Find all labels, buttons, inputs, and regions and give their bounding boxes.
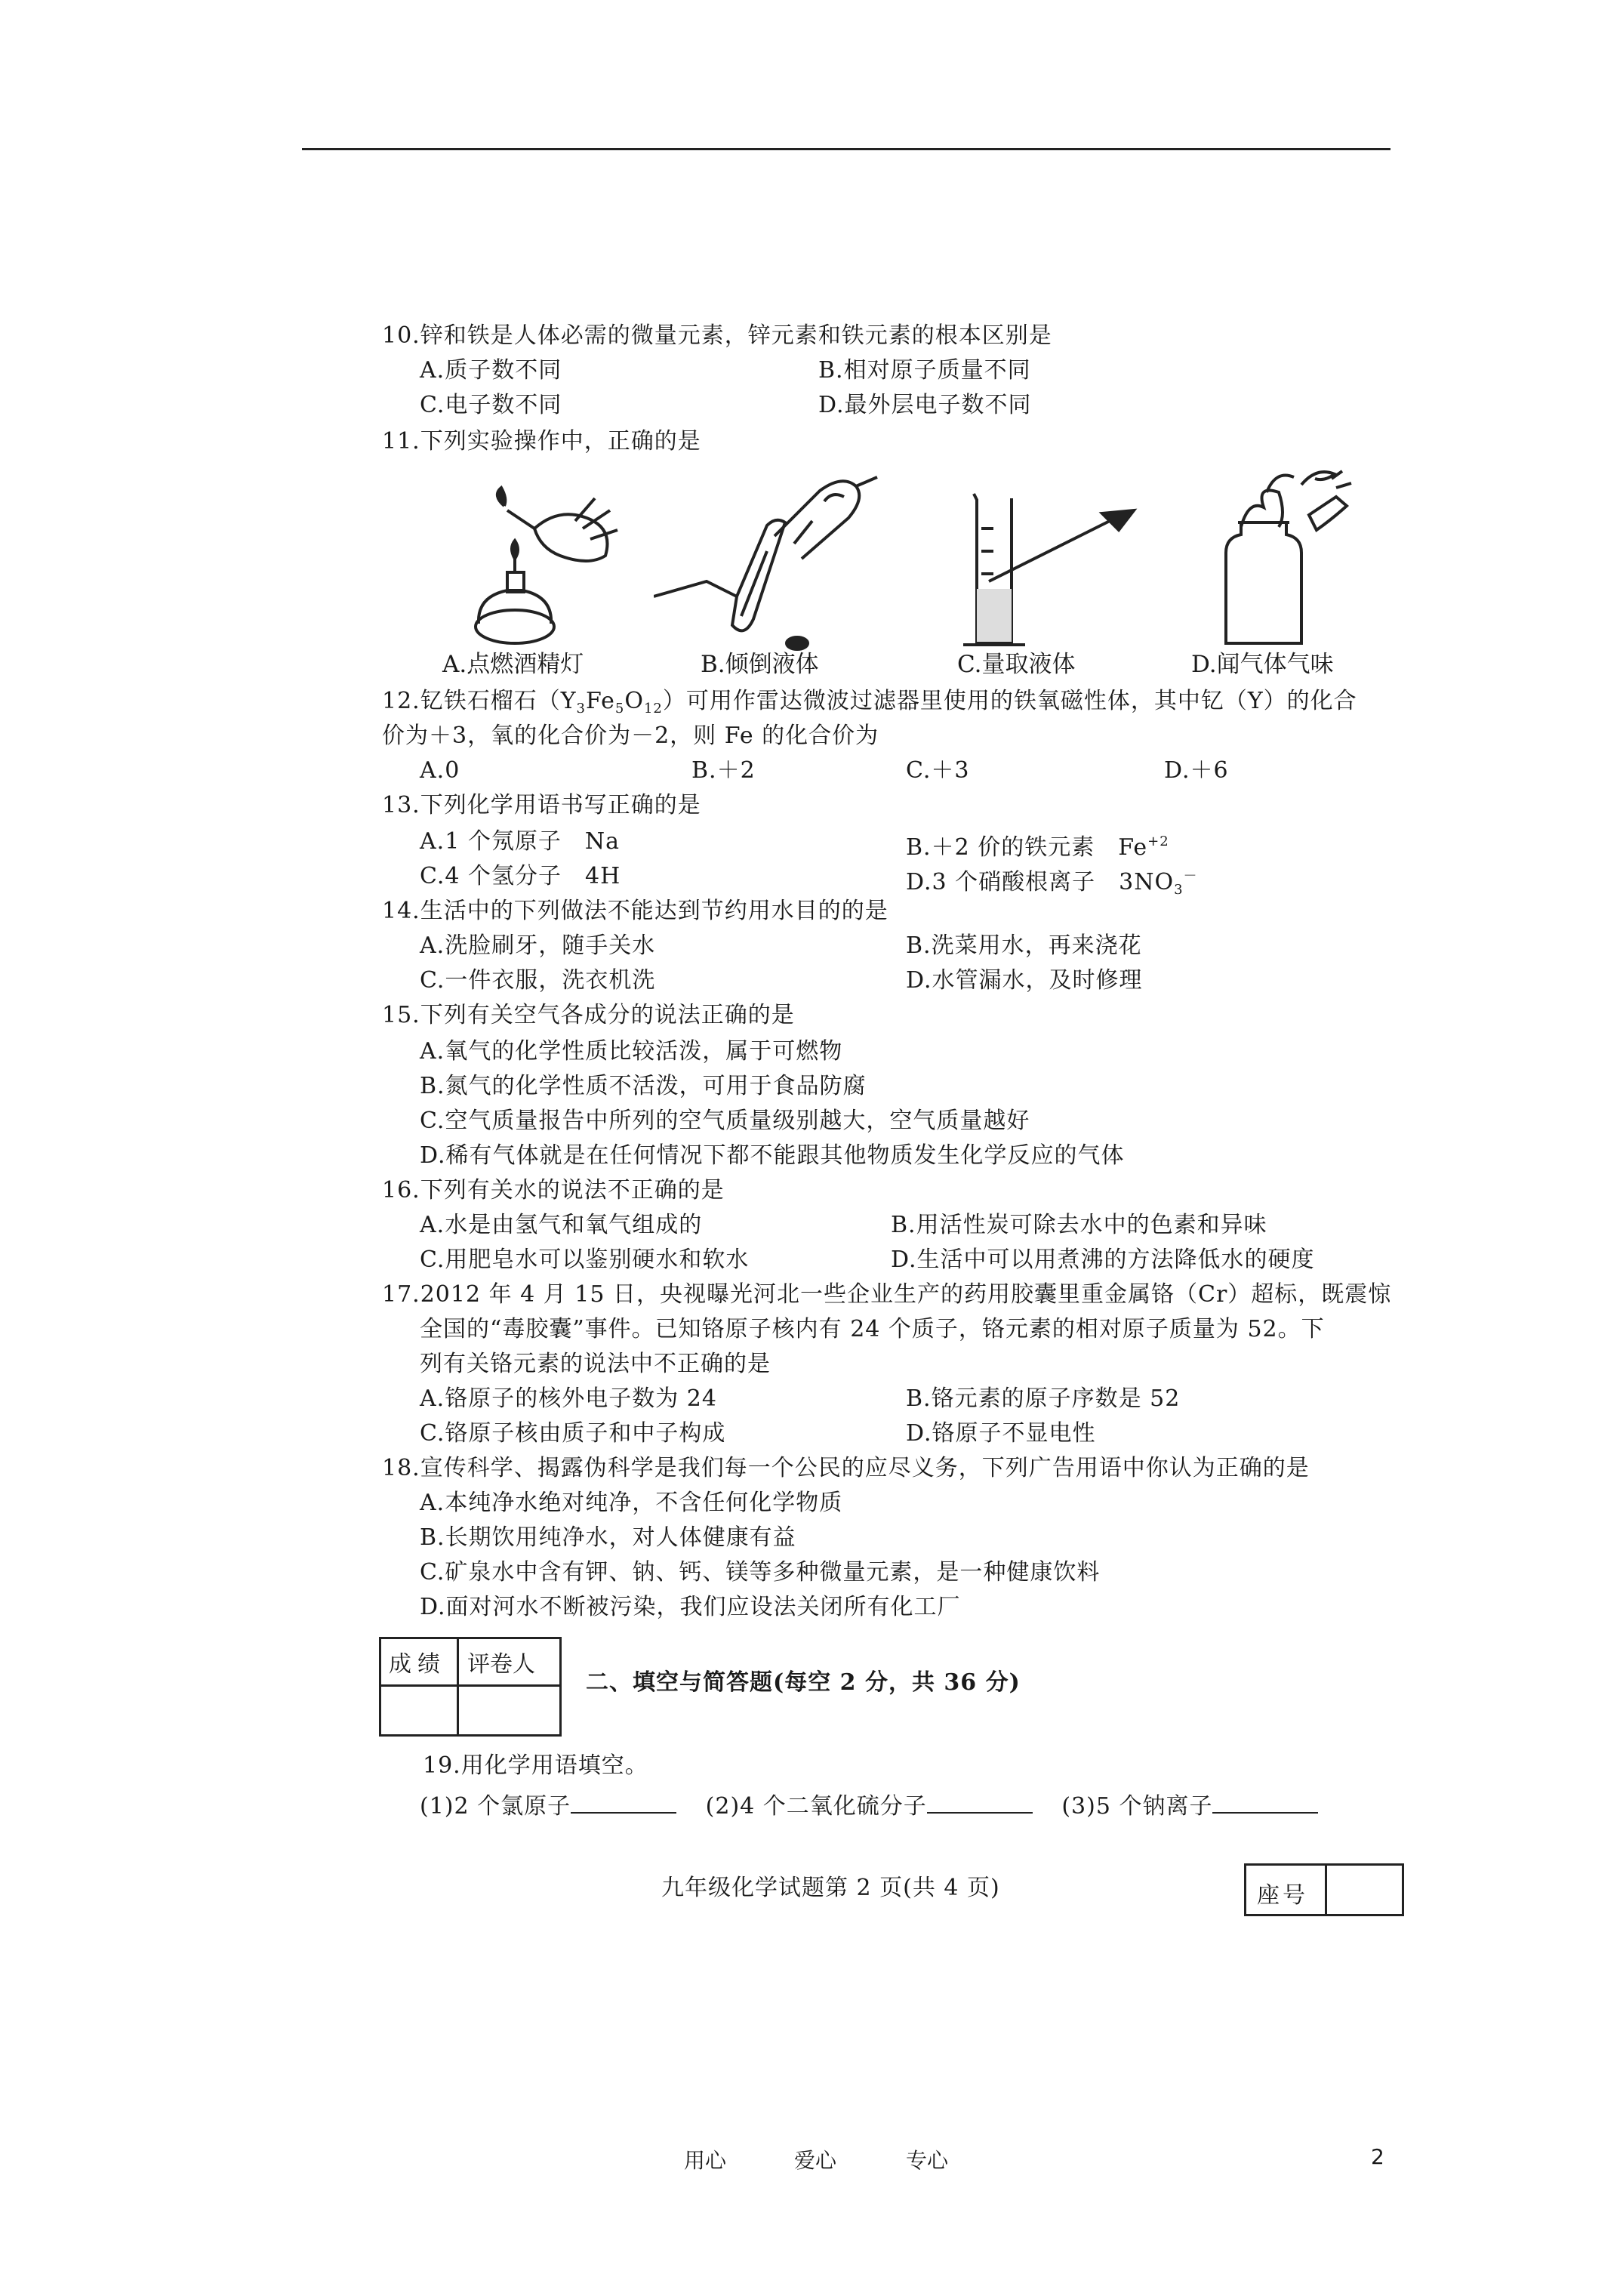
page-number: 2 [1371,2144,1384,2169]
q16-stem: 16.下列有关水的说法不正确的是 [382,1177,725,1203]
q19-blank-2[interactable] [927,1789,1033,1814]
q19-part-2: (2)4 个二氧化硫分子 [705,1793,927,1820]
alcohol-lamp-illustration [462,483,636,657]
q11-caption-c: C.量取液体 [957,651,1076,678]
grader-label: 评卷人 [467,1651,535,1678]
q15-stem: 15.下列有关空气各成分的说法正确的是 [382,1002,795,1028]
motto-2: 爱心 [794,2148,837,2173]
q18-option-b: B.长期饮用纯净水，对人体健康有益 [420,1524,796,1551]
motto-1: 用心 [684,2148,727,2173]
q17-option-d: D.铬原子不显电性 [906,1420,1096,1447]
q10-option-c: C.电子数不同 [420,392,562,418]
q17-option-b: B.铬元素的原子序数是 52 [906,1385,1181,1412]
q18-stem: 18.宣传科学、揭露伪科学是我们每一个公民的应尽义务，下列广告用语中你认为正确的是 [382,1455,1310,1481]
q12-option-b: B.＋2 [691,757,756,784]
graduated-cylinder-illustration [959,483,1147,657]
seat-label: 座号 [1257,1882,1308,1909]
q19-blank-1[interactable] [571,1789,676,1814]
q13-option-b: B.＋2 价的铁元素 $Fe^{+2}$ [906,834,1169,861]
q14-option-b: B.洗菜用水，再来浇花 [906,932,1142,959]
q14-option-a: A.洗脸刷牙，随手关水 [420,932,656,959]
q10-option-b: B.相对原子质量不同 [818,357,1031,384]
q16-option-c: C.用肥皂水可以鉴别硬水和软水 [420,1247,750,1273]
q16-option-d: D.生活中可以用煮沸的方法降低水的硬度 [891,1247,1315,1273]
q16-option-b: B.用活性炭可除去水中的色素和异味 [891,1212,1267,1238]
q15-option-b: B.氮气的化学性质不活泼，可用于食品防腐 [420,1073,867,1099]
q16-option-a: A.水是由氢气和氧气组成的 [420,1212,703,1238]
motto-3: 专心 [906,2148,949,2173]
q11-caption-d: D.闻气体气味 [1191,651,1334,678]
score-table [379,1637,562,1737]
q19-part-1: (1)2 个氯原子 [420,1793,571,1820]
q19-stem: 19.用化学用语填空。 [423,1752,648,1779]
q10-option-d: D.最外层电子数不同 [818,392,1032,418]
score-label: 成绩 [389,1651,446,1678]
q12-option-c: C.＋3 [906,757,970,784]
q11-caption-b: B.倾倒液体 [701,651,819,678]
q17-stem-2: 全国的“毒胶囊”事件。已知铬原子核内有 24 个质子，铬元素的相对原子质量为 52。下 [420,1316,1325,1342]
q13-option-d: D.3 个硝酸根离子 $3NO_3^-$ [906,868,1198,898]
section-2-title: 二、填空与简答题(每空 2 分，共 36 分) [586,1669,1021,1696]
header-rule [302,148,1390,150]
q17-option-a: A.铬原子的核外电子数为 24 [420,1385,717,1412]
q13-stem: 13.下列化学用语书写正确的是 [382,792,701,818]
q10-option-a: A.质子数不同 [420,357,562,384]
q17-stem-1: 17.2012 年 4 月 15 日，央视曝光河北一些企业生产的药用胶囊里重金属铬（Cr）超标，既震惊 [382,1281,1392,1308]
q19-part-3: (3)5 个钠离子 [1061,1793,1213,1820]
exam-page-footer: 九年级化学试题第 2 页(共 4 页) [661,1875,1000,1901]
q17-option-c: C.铬原子核由质子和中子构成 [420,1420,726,1447]
q14-option-d: D.水管漏水，及时修理 [906,967,1143,994]
q19-blanks [420,1789,1318,1824]
q14-option-c: C.一件衣服，洗衣机洗 [420,967,656,994]
q12-stem-2: 价为＋3，氧的化合价为－2，则 Fe 的化合价为 [382,723,879,749]
q18-option-d: D.面对河水不断被污染，我们应设法关闭所有化工厂 [420,1594,961,1620]
q13-option-a: A.1 个氖原子 Na [420,828,620,855]
q10-stem: 10.锌和铁是人体必需的微量元素，锌元素和铁元素的根本区别是 [382,322,1052,349]
smelling-gas-illustration [1203,462,1377,658]
pouring-liquid-illustration [654,468,880,657]
seat-number-box [1244,1863,1404,1916]
q18-option-c: C.矿泉水中含有钾、钠、钙、镁等多种微量元素，是一种健康饮料 [420,1559,1101,1586]
q11-caption-a: A.点燃酒精灯 [442,651,584,678]
q15-option-a: A.氧气的化学性质比较活泼，属于可燃物 [420,1038,843,1065]
q17-stem-3: 列有关铬元素的说法中不正确的是 [420,1351,771,1377]
q14-stem: 14.生活中的下列做法不能达到节约用水目的的是 [382,898,888,924]
q19-blank-3[interactable] [1212,1789,1318,1814]
q15-option-d: D.稀有气体就是在任何情况下都不能跟其他物质发生化学反应的气体 [420,1142,1125,1169]
q13-option-c: C.4 个氢分子 4H [420,863,621,889]
q12-option-d: D.＋6 [1164,757,1229,784]
q12-stem: 12.钇铁石榴石$(Y_3Fe_5O_{12})$可用作雷达微波过滤器里使用的铁氧磁性体，其中钇（Y）的化合 [382,688,1357,717]
q12-option-a: A.0 [420,757,460,784]
q15-option-c: C.空气质量报告中所列的空气质量级别越大，空气质量越好 [420,1108,1030,1134]
q18-option-a: A.本纯净水绝对纯净，不含任何化学物质 [420,1490,843,1516]
q11-stem: 11.下列实验操作中，正确的是 [382,428,701,455]
